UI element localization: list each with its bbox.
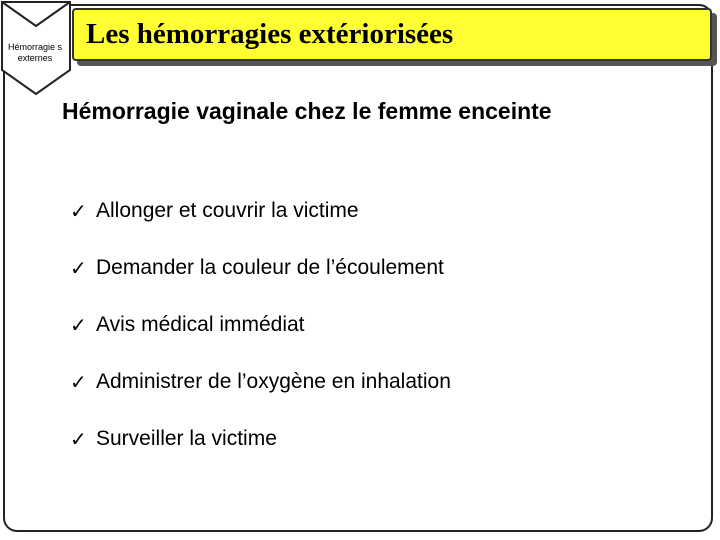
check-icon: ✓ [70,256,87,280]
slide-title: Les hémorragies extériorisées [86,18,454,50]
bullet-text: Allonger et couvrir la victime [96,199,359,222]
bullet-text: Demander la couleur de l’écoulement [96,256,444,279]
chevron-label: Hémorragie s externes [7,42,63,63]
check-icon: ✓ [70,427,87,451]
check-icon: ✓ [70,313,87,337]
title-box [72,8,712,61]
bullet-item [70,363,451,420]
check-icon: ✓ [70,370,87,394]
slide-subtitle: Hémorragie vaginale chez le femme enceinte [62,98,552,124]
bullet-item [70,306,451,363]
bullet-item [70,192,451,249]
bullet-text: Avis médical immédiat [96,313,305,336]
check-icon: ✓ [70,199,87,223]
bullet-text: Surveiller la victime [96,427,277,450]
bullet-list [70,192,451,477]
bullet-text: Administrer de l’oxygène en inhalation [96,370,451,393]
bullet-item [70,420,451,477]
bullet-item [70,249,451,306]
